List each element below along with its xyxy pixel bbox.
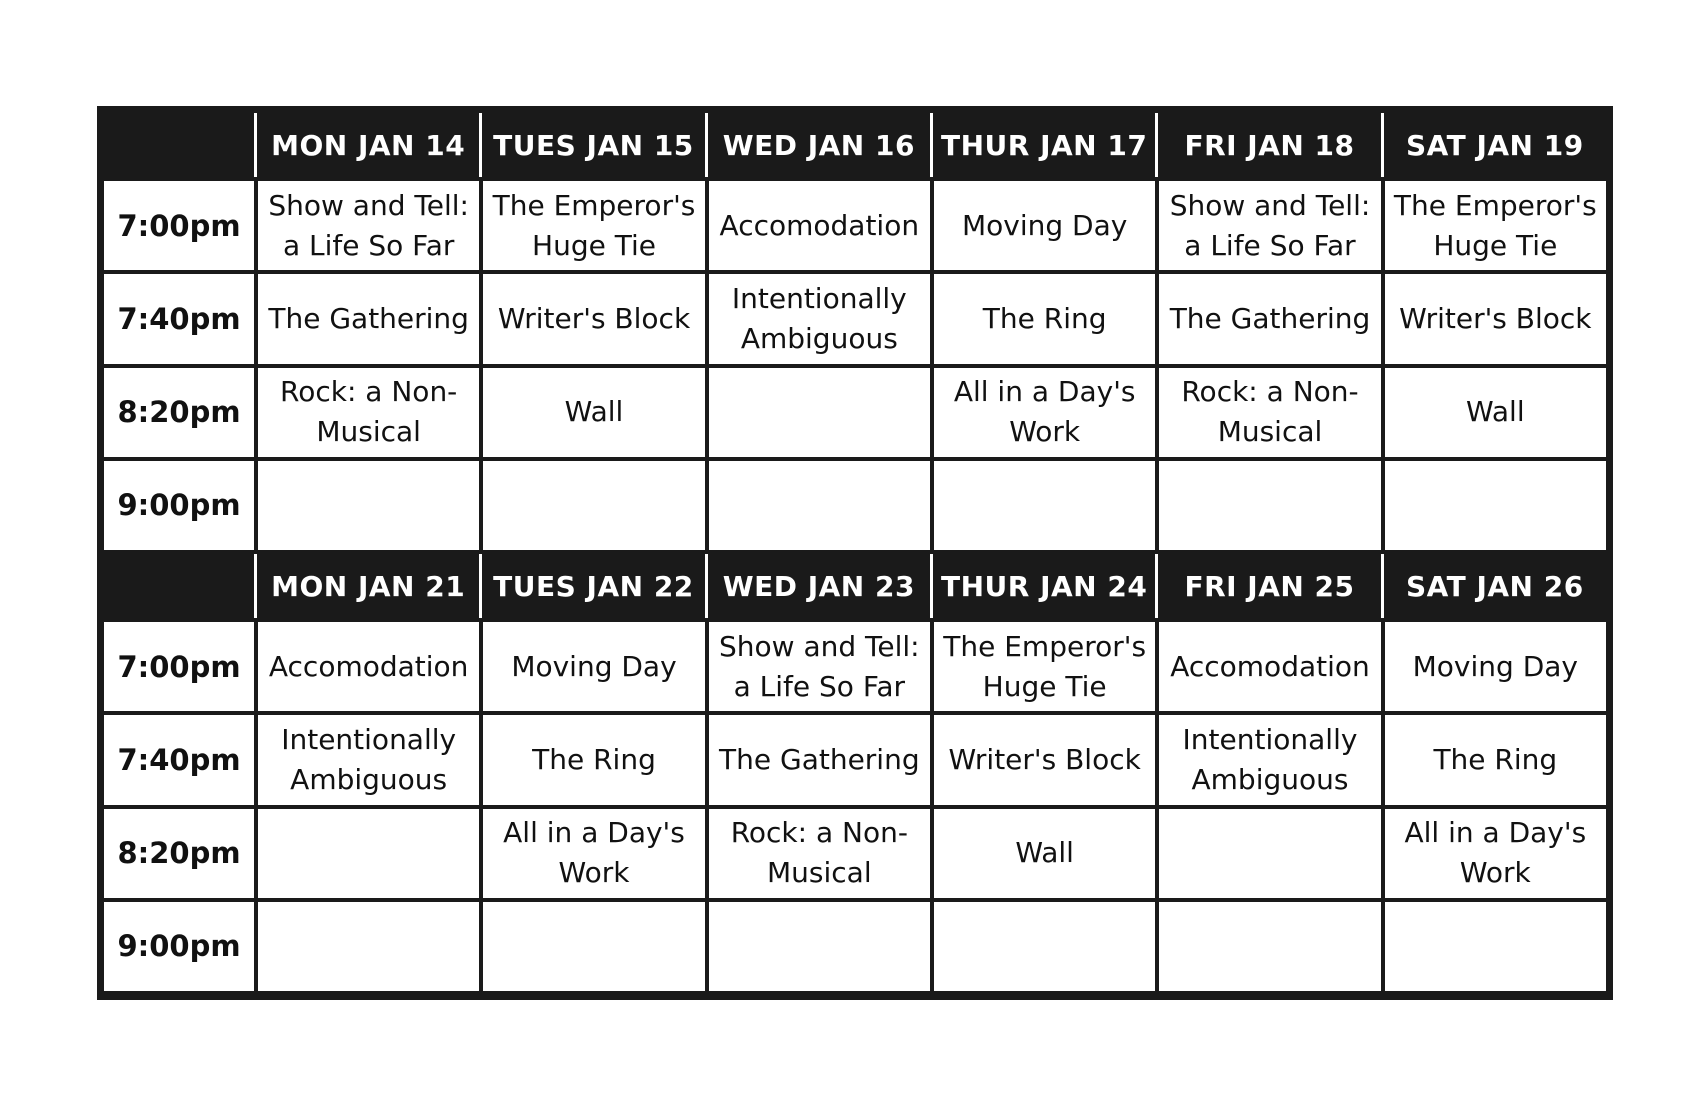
show-cell	[483, 461, 704, 550]
show-cell: Accomodation	[709, 181, 930, 270]
show-cell: Accomodation	[258, 622, 479, 711]
show-cell: Rock: a Non-Musical	[709, 809, 930, 898]
show-cell	[258, 809, 479, 898]
show-cell: All in a Day's Work	[483, 809, 704, 898]
show-cell: Rock: a Non-Musical	[1159, 368, 1380, 457]
show-cell: Show and Tell: a Life So Far	[1159, 181, 1380, 270]
show-cell	[934, 902, 1155, 991]
show-cell	[1385, 461, 1606, 550]
show-cell	[258, 461, 479, 550]
show-cell: Show and Tell: a Life So Far	[709, 622, 930, 711]
show-cell: Wall	[1385, 368, 1606, 457]
show-cell: The Ring	[483, 715, 704, 804]
show-cell: Accomodation	[1159, 622, 1380, 711]
show-cell	[709, 368, 930, 457]
day-header: MON JAN 14	[254, 113, 479, 177]
show-cell	[709, 461, 930, 550]
show-cell: Wall	[483, 368, 704, 457]
week-1	[104, 113, 1606, 550]
day-header: THUR JAN 24	[930, 554, 1155, 618]
show-cell	[1159, 809, 1380, 898]
time-slot: 8:20pm	[104, 809, 254, 898]
day-header: TUES JAN 22	[479, 554, 704, 618]
header-corner	[104, 554, 254, 618]
day-header: WED JAN 16	[705, 113, 930, 177]
schedule-table	[97, 106, 1613, 1000]
show-cell: All in a Day's Work	[934, 368, 1155, 457]
day-header: FRI JAN 25	[1155, 554, 1380, 618]
day-header: FRI JAN 18	[1155, 113, 1380, 177]
show-cell: Writer's Block	[934, 715, 1155, 804]
show-cell: Moving Day	[1385, 622, 1606, 711]
day-header: THUR JAN 17	[930, 113, 1155, 177]
show-cell	[258, 902, 479, 991]
day-header: SAT JAN 19	[1381, 113, 1606, 177]
time-slot: 7:00pm	[104, 622, 254, 711]
show-cell	[1159, 461, 1380, 550]
show-cell: Show and Tell: a Life So Far	[258, 181, 479, 270]
show-cell: Moving Day	[483, 622, 704, 711]
show-cell: The Ring	[934, 274, 1155, 363]
time-slot: 7:40pm	[104, 715, 254, 804]
show-cell: Writer's Block	[483, 274, 704, 363]
time-slot: 9:00pm	[104, 461, 254, 550]
header-corner	[104, 113, 254, 177]
day-header: WED JAN 23	[705, 554, 930, 618]
show-cell: Writer's Block	[1385, 274, 1606, 363]
show-cell: The Emperor's Huge Tie	[934, 622, 1155, 711]
show-cell: The Gathering	[258, 274, 479, 363]
show-cell: Wall	[934, 809, 1155, 898]
show-cell: The Emperor's Huge Tie	[483, 181, 704, 270]
show-cell	[934, 461, 1155, 550]
show-cell: The Ring	[1385, 715, 1606, 804]
show-cell: All in a Day's Work	[1385, 809, 1606, 898]
time-slot: 8:20pm	[104, 368, 254, 457]
show-cell	[1159, 902, 1380, 991]
time-slot: 9:00pm	[104, 902, 254, 991]
show-cell	[483, 902, 704, 991]
show-cell	[1385, 902, 1606, 991]
show-cell: Intentionally Ambiguous	[1159, 715, 1380, 804]
show-cell: The Emperor's Huge Tie	[1385, 181, 1606, 270]
show-cell: Intentionally Ambiguous	[258, 715, 479, 804]
time-slot: 7:00pm	[104, 181, 254, 270]
time-slot: 7:40pm	[104, 274, 254, 363]
show-cell: Rock: a Non-Musical	[258, 368, 479, 457]
day-header: TUES JAN 15	[479, 113, 704, 177]
day-header: SAT JAN 26	[1381, 554, 1606, 618]
day-header: MON JAN 21	[254, 554, 479, 618]
show-cell: Moving Day	[934, 181, 1155, 270]
show-cell: The Gathering	[1159, 274, 1380, 363]
week-2	[104, 554, 1606, 991]
show-cell: Intentionally Ambiguous	[709, 274, 930, 363]
show-cell: The Gathering	[709, 715, 930, 804]
show-cell	[709, 902, 930, 991]
